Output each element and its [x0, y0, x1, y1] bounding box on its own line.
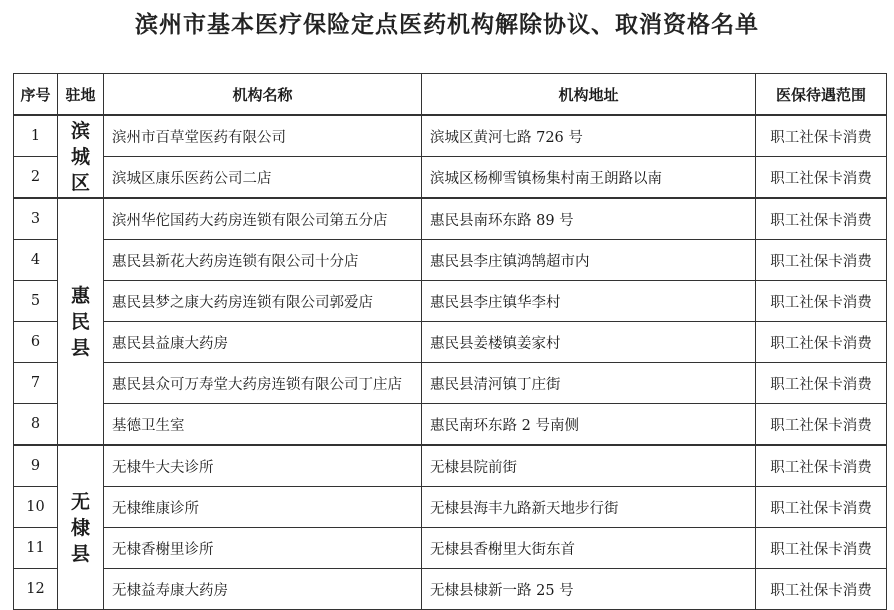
cell-no: 8	[14, 404, 58, 446]
table-row	[14, 528, 887, 569]
cell-insurance-scope: 职工社保卡消费	[756, 487, 887, 528]
cell-institution-name: 惠民县益康大药房	[104, 322, 422, 363]
cell-institution-address: 无棣县院前街	[422, 445, 756, 487]
table-row	[14, 404, 887, 446]
table-row	[14, 115, 887, 157]
cell-institution-name: 滨城区康乐医药公司二店	[104, 157, 422, 199]
cell-institution-address: 惠民县清河镇丁庄街	[422, 363, 756, 404]
cell-insurance-scope: 职工社保卡消费	[756, 240, 887, 281]
table-row	[14, 240, 887, 281]
table-body	[14, 115, 887, 610]
header-name: 机构名称	[104, 74, 422, 116]
cell-area: 无 棣 县	[58, 445, 104, 610]
institution-table	[13, 73, 887, 610]
institution-table-container	[13, 73, 886, 610]
cell-insurance-scope: 职工社保卡消费	[756, 322, 887, 363]
cell-institution-name: 滨州市百草堂医药有限公司	[104, 115, 422, 157]
cell-institution-name: 惠民县新花大药房连锁有限公司十分店	[104, 240, 422, 281]
cell-institution-address: 无棣县香榭里大街东首	[422, 528, 756, 569]
cell-area: 惠 民 县	[58, 198, 104, 445]
cell-no: 2	[14, 157, 58, 199]
table-row	[14, 198, 887, 240]
cell-insurance-scope: 职工社保卡消费	[756, 157, 887, 199]
cell-institution-address: 无棣县棣新一路 25 号	[422, 569, 756, 610]
cell-institution-name: 基德卫生室	[104, 404, 422, 446]
cell-institution-address: 惠民南环东路 2 号南侧	[422, 404, 756, 446]
table-row	[14, 487, 887, 528]
cell-insurance-scope: 职工社保卡消费	[756, 281, 887, 322]
cell-no: 11	[14, 528, 58, 569]
cell-institution-address: 惠民县李庄镇鸿鹄超市内	[422, 240, 756, 281]
cell-no: 5	[14, 281, 58, 322]
header-no: 序号	[14, 74, 58, 116]
cell-institution-name: 无棣益寿康大药房	[104, 569, 422, 610]
cell-institution-name: 滨州华佗国药大药房连锁有限公司第五分店	[104, 198, 422, 240]
cell-insurance-scope: 职工社保卡消费	[756, 198, 887, 240]
cell-insurance-scope: 职工社保卡消费	[756, 115, 887, 157]
cell-insurance-scope: 职工社保卡消费	[756, 404, 887, 446]
table-row	[14, 569, 887, 610]
cell-area: 滨 城 区	[58, 115, 104, 198]
cell-no: 1	[14, 115, 58, 157]
cell-institution-name: 无棣香榭里诊所	[104, 528, 422, 569]
cell-no: 9	[14, 445, 58, 487]
cell-institution-address: 惠民县南环东路 89 号	[422, 198, 756, 240]
cell-no: 7	[14, 363, 58, 404]
cell-insurance-scope: 职工社保卡消费	[756, 363, 887, 404]
cell-insurance-scope: 职工社保卡消费	[756, 445, 887, 487]
cell-institution-address: 无棣县海丰九路新天地步行街	[422, 487, 756, 528]
table-row	[14, 157, 887, 199]
cell-no: 3	[14, 198, 58, 240]
cell-no: 12	[14, 569, 58, 610]
cell-insurance-scope: 职工社保卡消费	[756, 569, 887, 610]
header-area: 驻地	[58, 74, 104, 116]
cell-institution-address: 滨城区杨柳雪镇杨集村南王朗路以南	[422, 157, 756, 199]
cell-institution-address: 滨城区黄河七路 726 号	[422, 115, 756, 157]
cell-institution-name: 惠民县众可万寿堂大药房连锁有限公司丁庄店	[104, 363, 422, 404]
table-row	[14, 281, 887, 322]
header-scope: 医保待遇范围	[756, 74, 887, 116]
cell-no: 4	[14, 240, 58, 281]
header-address: 机构地址	[422, 74, 756, 116]
cell-institution-name: 无棣牛大夫诊所	[104, 445, 422, 487]
table-row	[14, 363, 887, 404]
cell-no: 6	[14, 322, 58, 363]
cell-institution-address: 惠民县李庄镇华李村	[422, 281, 756, 322]
cell-institution-name: 惠民县梦之康大药房连锁有限公司郭爱店	[104, 281, 422, 322]
table-header-row	[14, 74, 887, 116]
table-row	[14, 445, 887, 487]
table-row	[14, 322, 887, 363]
page-title: 滨州市基本医疗保险定点医药机构解除协议、取消资格名单	[135, 12, 759, 38]
cell-no: 10	[14, 487, 58, 528]
cell-institution-address: 惠民县姜楼镇姜家村	[422, 322, 756, 363]
cell-insurance-scope: 职工社保卡消费	[756, 528, 887, 569]
cell-institution-name: 无棣维康诊所	[104, 487, 422, 528]
